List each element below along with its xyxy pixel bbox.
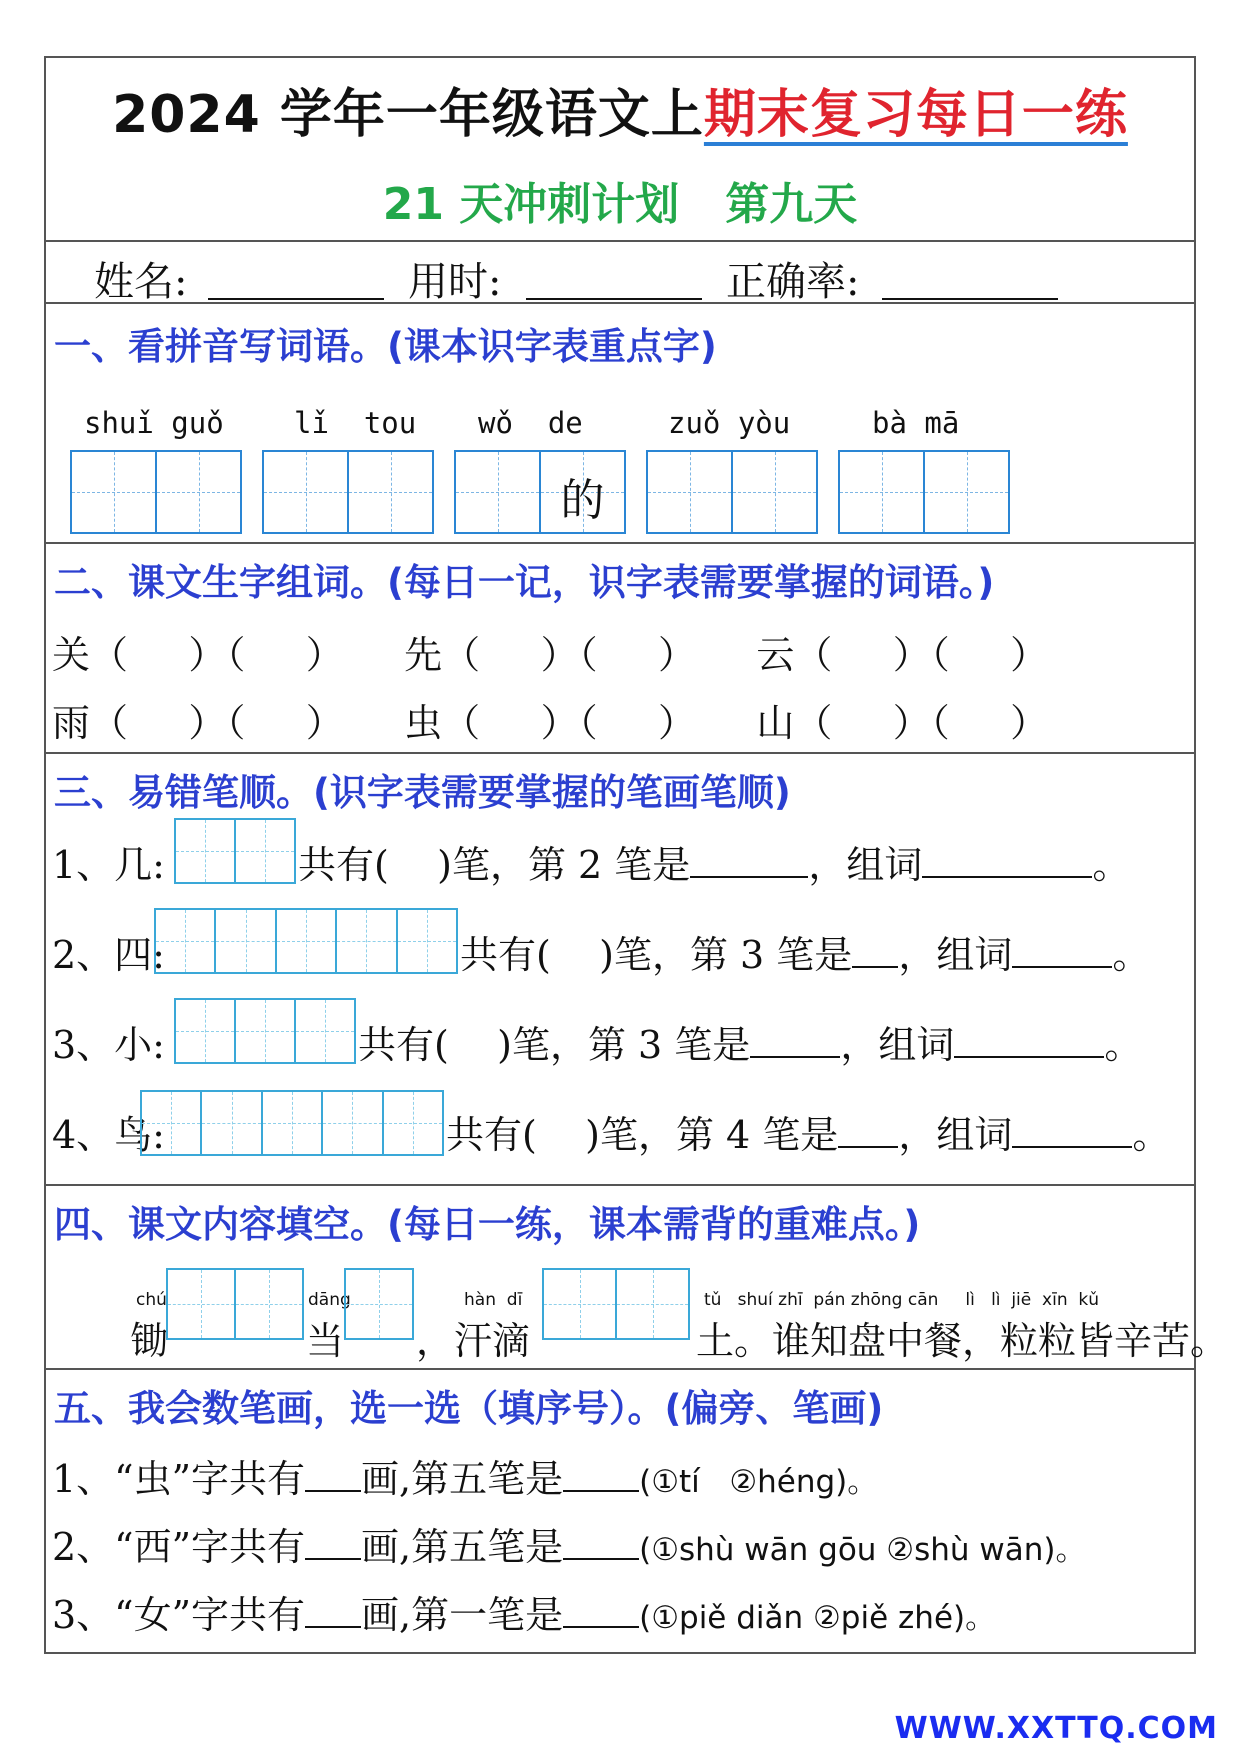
divider	[46, 302, 1194, 304]
poem-grid-1[interactable]	[166, 1268, 304, 1340]
writing-grid-4[interactable]	[646, 450, 818, 534]
word-row-2: 雨（ ）（ ） 虫（ ）（ ） 山（ ）（ ）	[52, 701, 1049, 745]
count-item-3: 3、“女”字共有 画,第一笔是 (①piě diǎn ②piě zhé)。	[52, 1593, 997, 1637]
stroke-item-3-label: 3、小:	[52, 1023, 165, 1067]
name-label: 姓名:	[94, 259, 188, 305]
worksheet	[44, 56, 1229, 1654]
writing-grid-1[interactable]	[70, 450, 242, 534]
pinyin-1: shuǐ guǒ	[84, 406, 224, 440]
stroke-item-1: 共有( )笔，第 2 笔是 ，组词 。	[298, 843, 1131, 887]
poem-pinyin-1: chú	[136, 1290, 167, 1310]
name-field[interactable]	[208, 298, 384, 300]
poem-grid-3[interactable]	[542, 1268, 690, 1340]
section1-title: 一、看拼音写词语。(课本识字表重点字)	[54, 325, 717, 368]
writing-grid-3[interactable]	[454, 450, 626, 534]
poem-pinyin-2: dāng	[308, 1290, 351, 1310]
pinyin-4: zuǒ yòu	[668, 406, 791, 440]
section3-title: 三、易错笔顺。(识字表需要掌握的笔画笔顺)	[54, 771, 791, 814]
divider	[46, 1368, 1194, 1370]
poem-char-4: 土。谁知盘中餐，粒粒皆辛苦。	[696, 1319, 1229, 1363]
section5-title: 五、我会数笔画，选一选（填序号）。(偏旁、笔画)	[54, 1387, 884, 1430]
stroke-item-1-label: 1、几:	[52, 843, 165, 887]
divider	[46, 542, 1194, 544]
stroke-item-4-label: 4、鸟:	[52, 1113, 165, 1157]
stroke-item-2: 共有( )笔，第 3 笔是 ，组词 。	[460, 933, 1151, 977]
writing-grid-5[interactable]	[838, 450, 1010, 534]
count-item-2: 2、“西”字共有 画,第五笔是 (①shù wān gōu ②shù wān)。	[52, 1525, 1087, 1569]
title-highlight: 期末复习每日一练	[703, 85, 1128, 145]
pinyin-3: wǒ de	[478, 406, 583, 440]
title-main: 2024 学年一年级语文上	[112, 85, 704, 145]
time-field[interactable]	[526, 298, 702, 300]
section2-title: 二、课文生字组词。(每日一记，识字表需要掌握的词语。)	[54, 561, 995, 604]
stroke-item-2-label: 2、四:	[52, 933, 165, 977]
poem-char-2: 当	[306, 1319, 345, 1363]
subtitle: 21 天冲刺计划 第九天	[382, 179, 858, 230]
watermark: WWW.XXTTQ.COM	[894, 1711, 1218, 1746]
stroke-grid-3[interactable]	[174, 998, 356, 1064]
accuracy-label: 正确率:	[726, 259, 860, 305]
stroke-grid-4[interactable]	[140, 1090, 444, 1156]
poem-char-1: 锄	[130, 1319, 169, 1363]
accuracy-field[interactable]	[882, 298, 1058, 300]
poem-grid-2[interactable]	[344, 1268, 414, 1340]
pinyin-2: lǐ tou	[294, 406, 417, 440]
poem-char-3: ，汗滴	[416, 1319, 531, 1363]
count-item-1: 1、“虫”字共有 画,第五笔是 (①tí ②héng)。	[52, 1457, 879, 1501]
pinyin-5: bà mā	[872, 406, 960, 440]
writing-grid-2[interactable]	[262, 450, 434, 534]
stroke-grid-2[interactable]	[154, 908, 458, 974]
word-row-1: 关（ ）（ ） 先（ ）（ ） 云（ ）（ ）	[52, 633, 1049, 677]
poem-pinyin-3: hàn dī	[464, 1290, 523, 1310]
divider	[46, 1184, 1194, 1186]
worksheet-title	[46, 72, 1194, 147]
stroke-item-4: 共有( )笔，第 4 笔是 ，组词 。	[446, 1113, 1171, 1157]
section4-title: 四、课文内容填空。(每日一练，课本需背的重难点。)	[54, 1203, 921, 1246]
stroke-item-3: 共有( )笔，第 3 笔是 ，组词 。	[358, 1023, 1143, 1067]
given-character: 的	[560, 475, 605, 526]
stroke-grid-1[interactable]	[174, 818, 296, 884]
time-label: 用时:	[408, 259, 502, 305]
divider	[46, 240, 1194, 242]
poem-pinyin-4: tǔ shuí zhī pán zhōng cān lì lì jiē xīn kǔ	[704, 1290, 1100, 1310]
divider	[46, 752, 1194, 754]
